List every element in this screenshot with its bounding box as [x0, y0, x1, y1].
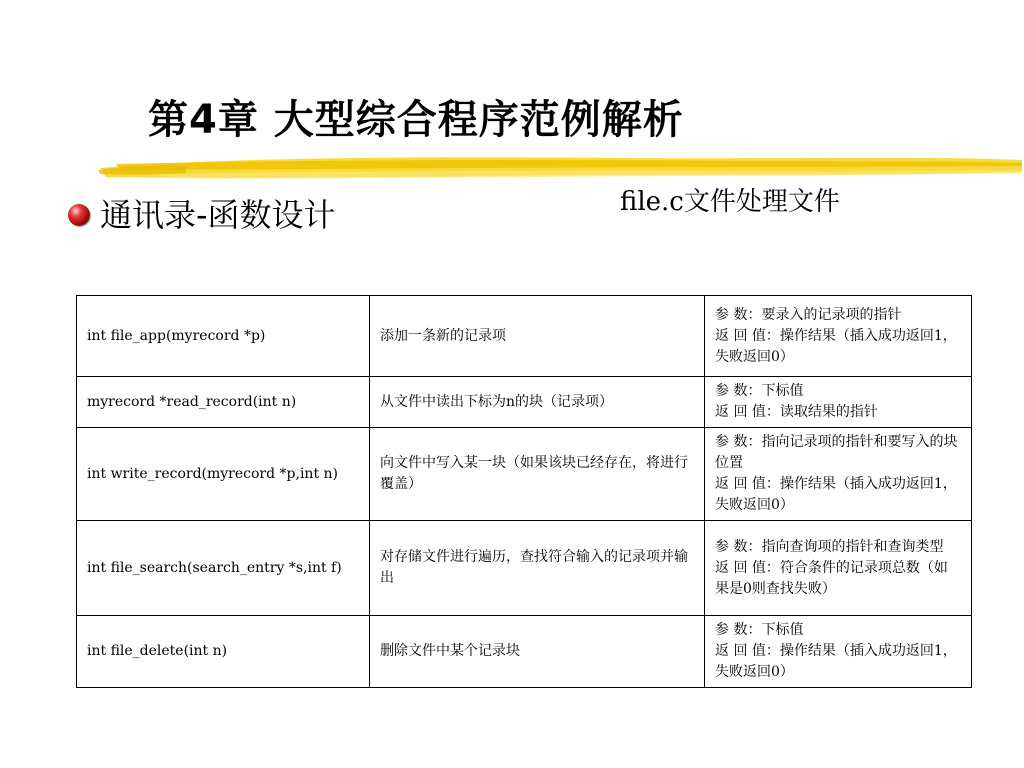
slide-title: 第4章 大型综合程序范例解析 [148, 97, 684, 143]
function-description: 向文件中写入某一块（如果该块已经存在，将进行覆盖） [370, 428, 705, 521]
function-notes [705, 296, 972, 377]
bullet-icon [68, 204, 90, 226]
param-note: 参 数：下标值 [715, 622, 804, 638]
function-signature: int file_app(myrecord *p) [77, 296, 370, 377]
function-notes [705, 377, 972, 428]
brush-stroke-divider [96, 146, 1024, 186]
return-note: 返 回 值：操作结果（插入成功返回1，失败返回0） [715, 476, 957, 513]
return-note: 返 回 值：符合条件的记录项总数（如果是0则查找失败） [715, 559, 948, 597]
function-signature: int file_delete(int n) [77, 616, 370, 688]
table-row [77, 428, 972, 521]
function-description: 从文件中读出下标为n的块（记录项） [370, 377, 705, 428]
function-signature: int file_search(search_entry *s,int f) [77, 521, 370, 616]
param-note: 参 数：下标值 [715, 383, 804, 399]
function-signature: int write_record(myrecord *p,int n) [77, 428, 370, 521]
bullet-text: 通讯录-函数设计 [100, 196, 336, 234]
function-table [76, 295, 972, 688]
function-notes [705, 521, 972, 616]
file-note: file.c文件处理文件 [620, 187, 840, 217]
param-note: 参 数：指向记录项的指针和要写入的块位置 [715, 434, 958, 471]
return-note: 返 回 值：操作结果（插入成功返回1，失败返回0） [715, 643, 957, 680]
function-signature: myrecord *read_record(int n) [77, 377, 370, 428]
param-note: 参 数：要录入的记录项的指针 [715, 306, 902, 323]
function-description: 删除文件中某个记录块 [370, 616, 705, 688]
bullet-item [68, 192, 336, 238]
table-row [77, 377, 972, 428]
function-notes [705, 616, 972, 688]
param-note: 参 数：指向查询项的指针和查询类型 [715, 538, 944, 555]
function-description: 对存储文件进行遍历，查找符合输入的记录项并输出 [370, 521, 705, 616]
function-description: 添加一条新的记录项 [370, 296, 705, 377]
table-row [77, 296, 972, 377]
table-row [77, 521, 972, 616]
return-note: 返 回 值：读取结果的指针 [715, 404, 878, 420]
table-row [77, 616, 972, 688]
return-note: 返 回 值：操作结果（插入成功返回1，失败返回0） [715, 327, 957, 365]
function-notes [705, 428, 972, 521]
